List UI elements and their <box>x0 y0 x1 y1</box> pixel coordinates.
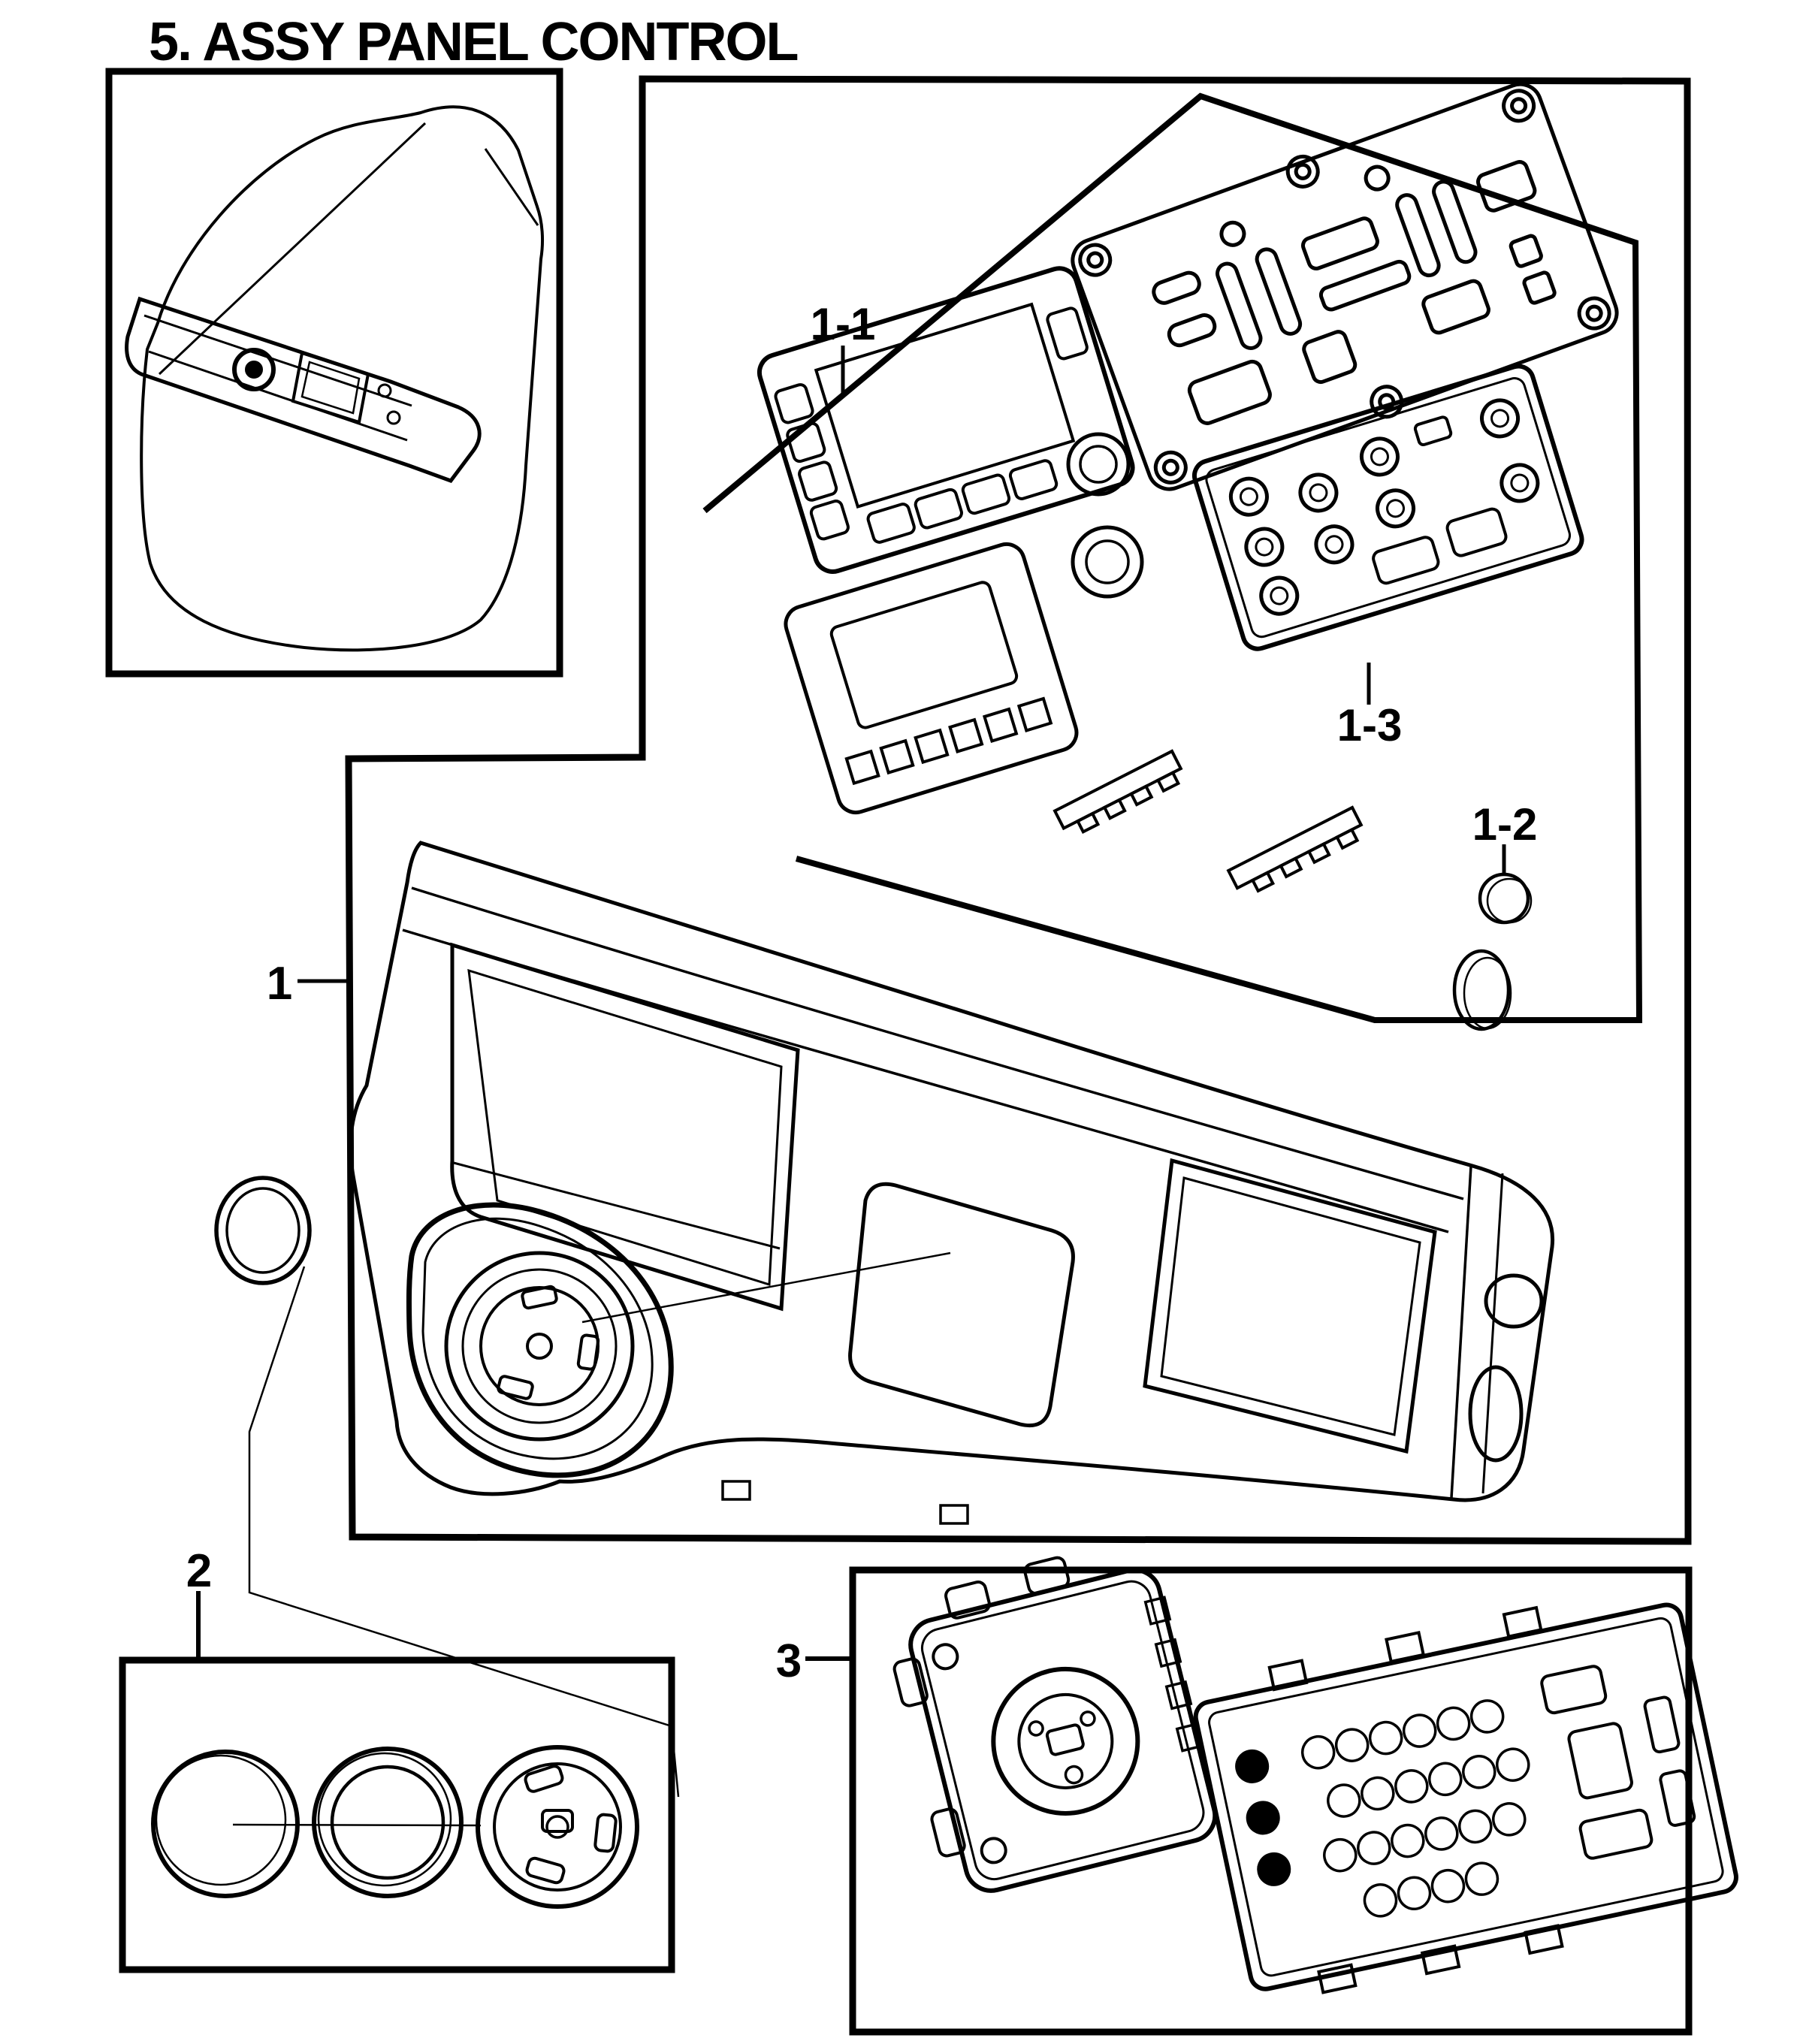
page-title: 5. ASSY PANEL CONTROL <box>149 12 798 72</box>
callout-2: 2 <box>186 1545 213 1597</box>
callout-3: 3 <box>775 1635 802 1687</box>
callout-1-1: 1-1 <box>810 299 876 349</box>
callout-1-3: 1-3 <box>1336 700 1403 750</box>
callout-1: 1 <box>266 958 293 1010</box>
callout-1-2: 1-2 <box>1472 799 1538 850</box>
